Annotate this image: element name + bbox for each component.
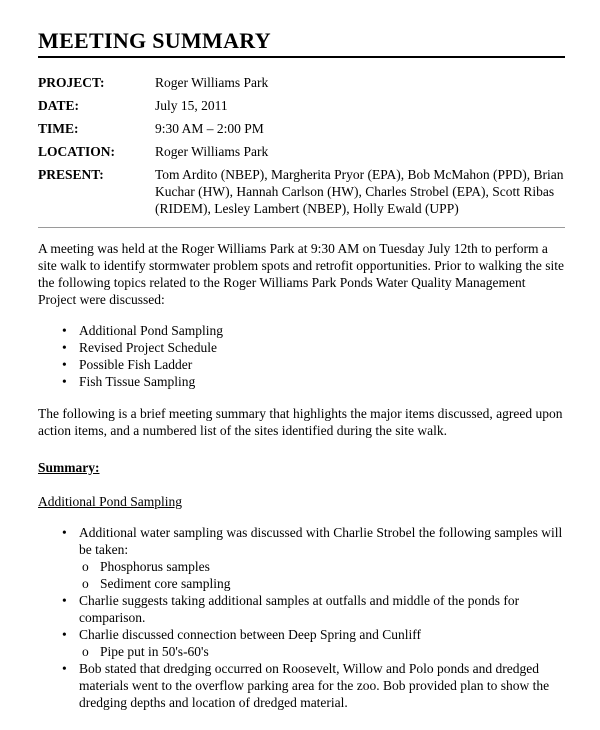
meta-section (38, 74, 565, 217)
meta-row-project (38, 74, 565, 91)
section-heading-additional-pond-sampling: Additional Pond Sampling (38, 494, 183, 509)
meta-value-location: Roger Williams Park (155, 144, 269, 159)
sub-bullet-item: o Phosphorus samples (80, 558, 565, 575)
meta-label-time: TIME: (38, 121, 79, 136)
meta-value-time: 9:30 AM – 2:00 PM (155, 121, 264, 136)
topics-list (60, 322, 565, 390)
topic-item: • Fish Tissue Sampling (60, 373, 565, 390)
summary-bullet-list (60, 524, 565, 711)
meta-value-date: July 15, 2011 (155, 98, 228, 113)
sub-bullet-item: o Pipe put in 50's-60's (80, 643, 565, 660)
meta-value-project: Roger Williams Park (155, 75, 269, 90)
meta-row-location (38, 143, 565, 160)
meta-value-present: Tom Ardito (NBEP), Margherita Pryor (EPA), Bob McMahon (PPD), Brian Kuchar (HW), Hannah Carlson (HW), Charles Strobel (EPA), Scott Ribas (RIDEM), Lesley Lambert (NBEP), Holly Ewald (UPP) (155, 167, 564, 216)
summary-heading: Summary: (38, 460, 100, 475)
topic-item: • Revised Project Schedule (60, 339, 565, 356)
meta-label-date: DATE: (38, 98, 80, 113)
sub-bullet-list (80, 558, 565, 592)
bullet-item: • Charlie suggests taking additional samples at outfalls and middle of the ponds for comparison. (60, 592, 565, 626)
sub-bullet-item: o Sediment core sampling (80, 575, 565, 592)
bullet-item: • Additional water sampling was discussed with Charlie Strobel the following samples will be taken: (60, 524, 565, 558)
document-title: MEETING SUMMARY (38, 28, 565, 58)
bullet-item: • Charlie discussed connection between Deep Spring and Cunliff (60, 626, 565, 643)
meta-label-present: PRESENT: (38, 167, 104, 182)
topic-item: • Additional Pond Sampling (60, 322, 565, 339)
meta-label-project: PROJECT: (38, 75, 105, 90)
intro-paragraph: A meeting was held at the Roger Williams Park at 9:30 AM on Tuesday July 12th to perform a site walk to identify stormwater problem spots and retrofit opportunities. Prior to walking the site the following topics related to the Roger Williams Park Ponds Water Quality Management Project were discussed: (38, 241, 565, 307)
meta-row-date (38, 97, 565, 114)
sub-bullet-list (80, 643, 565, 660)
summary-intro-paragraph: The following is a brief meeting summary that highlights the major items discussed, agreed upon action items, and a numbered list of the sites identified during the site walk. (38, 406, 563, 438)
topic-item: • Possible Fish Ladder (60, 356, 565, 373)
meta-row-time (38, 120, 565, 137)
section-divider (38, 227, 565, 228)
meta-row-present (38, 166, 565, 217)
meta-label-location: LOCATION: (38, 144, 116, 159)
bullet-item: • Bob stated that dredging occurred on Roosevelt, Willow and Polo ponds and dredged materials went to the overflow parking area for the zoo. Bob provided plan to show the dredging depths and location of dredged material. (60, 660, 565, 711)
